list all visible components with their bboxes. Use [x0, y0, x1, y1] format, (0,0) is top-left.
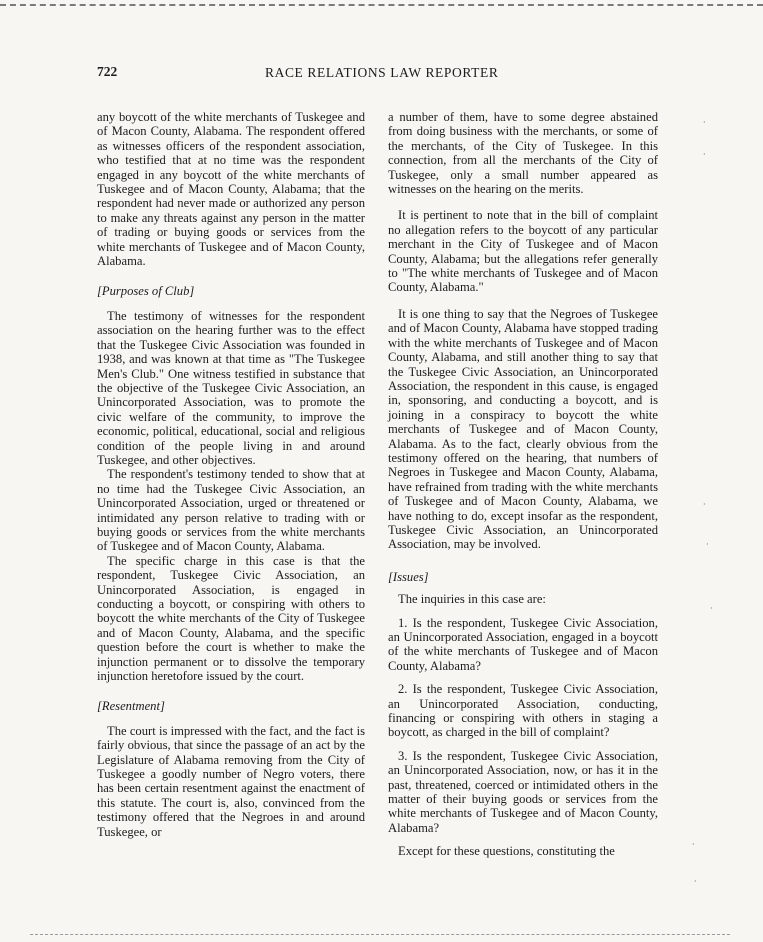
page-header — [97, 64, 717, 84]
scan-speck: · — [706, 540, 709, 549]
paragraph: The court is impressed with the fact, and the fact is fairly obvious, that since the passage of an act by the Legislature of Alabama removing from the City of Tuskegee a goodly number of Negro voters, there has been certain resentment against the enactment of this statute. The court is, also, convinced from the testimony offered that the Negroes in and around Tuskegee, or — [97, 723, 365, 839]
bottom-scan-rule — [30, 934, 730, 935]
section-heading-issues: [Issues] — [388, 569, 429, 584]
section-heading-purposes: [Purposes of Club] — [97, 284, 195, 299]
issue-question: 2. Is the respondent, Tuskegee Civic Association, an Unincorporated Association, conducting, financing or conspiring with others in staging a boycott, as charged in the bill of complaint? — [388, 682, 658, 740]
issue-question: 1. Is the respondent, Tuskegee Civic Association, an Unincorporated Association, engaged in a boycott of the white merchants of Tuskegee and of Macon County, Alabama? — [388, 615, 658, 673]
issue-question: 3. Is the respondent, Tuskegee Civic Association, an Unincorporated Association, now, or has it in the past, threatened, coerced or intimidated others in the matter of their buying goods or services from the white merchants of Tuskegee and of Macon County, Alabama? — [388, 748, 658, 835]
scan-speck: · — [703, 118, 706, 127]
paragraph: It is one thing to say that the Negroes of Tuskegee and of Macon County, Alabama have stopped trading with the white merchants of Tuskegee and of Macon County, Alabama, and still another thing to say that the Tuskegee Civic Association, an Unincorporated Association, the respondent in this cause, is engaged in, sponsoring, and conducting a boycott, and is joining in a conspiracy to boycott the white merchants of Tuskegee and of Macon County, Alabama. As to the fact, clearly obvious from the testimony offered on the hearing, that numbers of Negroes in Tuskegee and Macon County, Alabama, have refrained from trading with the white merchants of Tuskegee and of Macon County, Alabama, we have nothing to do, except insofar as the respondent, Tuskegee Civic Association, an Unincorporated Association, may be involved. — [388, 306, 658, 552]
paragraph: The respondent's testimony tended to show that at no time had the Tuskegee Civic Association, an Unincorporated Association, urged or threatened or intimidated any person relative to trading with or buying goods or services from the white merchants of Tuskegee and of Macon County, Alabama. — [97, 467, 365, 554]
paragraph: a number of them, have to some degree abstained from doing business with the merchants, or some of the merchants, of the City of Tuskegee. In this connection, from all the merchants of the City of Tuskegee, only a small number appeared as witnesses on the hearing on the merits. — [388, 110, 658, 197]
paragraph: The testimony of witnesses for the respondent association on the hearing further was to the effect that the Tuskegee Civic Association was founded in 1938, and was known at that time as "The Tuskegee Men's Club." One witness testified in substance that the objective of the Tuskegee Civic Association, an Unincorporated Association, was to promote the civic welfare of the community, to improve the economic, political, educational, social and religious condition of the people living in and around Tuskegee, and other objectives. — [97, 308, 365, 467]
paragraph: any boycott of the white merchants of Tuskegee and of Macon County, Alabama. The respondent offered as witnesses officers of the respondent association, who testified that at no time was the respondent engaged in any boycott of the white merchants of Tuskegee and of Macon County, Alabama; that the respondent had never made or authorized any person to make any threats against any person in the matter of trading or buying goods or services from the white merchants of Tuskegee and of Macon County, Alabama. — [97, 110, 365, 269]
scan-speck: · — [710, 604, 713, 613]
left-column — [97, 110, 365, 839]
scan-speck: · — [694, 877, 697, 886]
right-column — [388, 110, 658, 859]
paragraph: The inquiries in this case are: — [398, 592, 546, 607]
scan-speck: · — [703, 500, 706, 509]
top-perforation-rule — [0, 4, 763, 6]
section-heading-resentment: [Resentment] — [97, 699, 165, 714]
paragraph: Except for these questions, constituting the — [398, 844, 615, 859]
running-title: RACE RELATIONS LAW REPORTER — [265, 65, 499, 80]
scan-speck: · — [692, 840, 695, 849]
paragraph: It is pertinent to note that in the bill of complaint no allegation refers to the boycott of any particular merchant in the City of Tuskegee and of Macon County, Alabama; but the allegations refer generally to "The white merchants of Tuskegee and of Macon County, Alabama." — [388, 208, 658, 295]
page-number: 722 — [97, 64, 118, 79]
paragraph: The specific charge in this case is that the respondent, Tuskegee Civic Association, an Unincorporated Association, is engaged in conducting a boycott, or conspiring with others to boycott the white merchants of the City of Tuskegee and of Macon County, Alabama, and the specific question before the court is whether to make the injunction permanent or to dissolve the temporary injunction heretofore issued by the court. — [97, 553, 365, 684]
scan-speck: · — [703, 150, 706, 159]
